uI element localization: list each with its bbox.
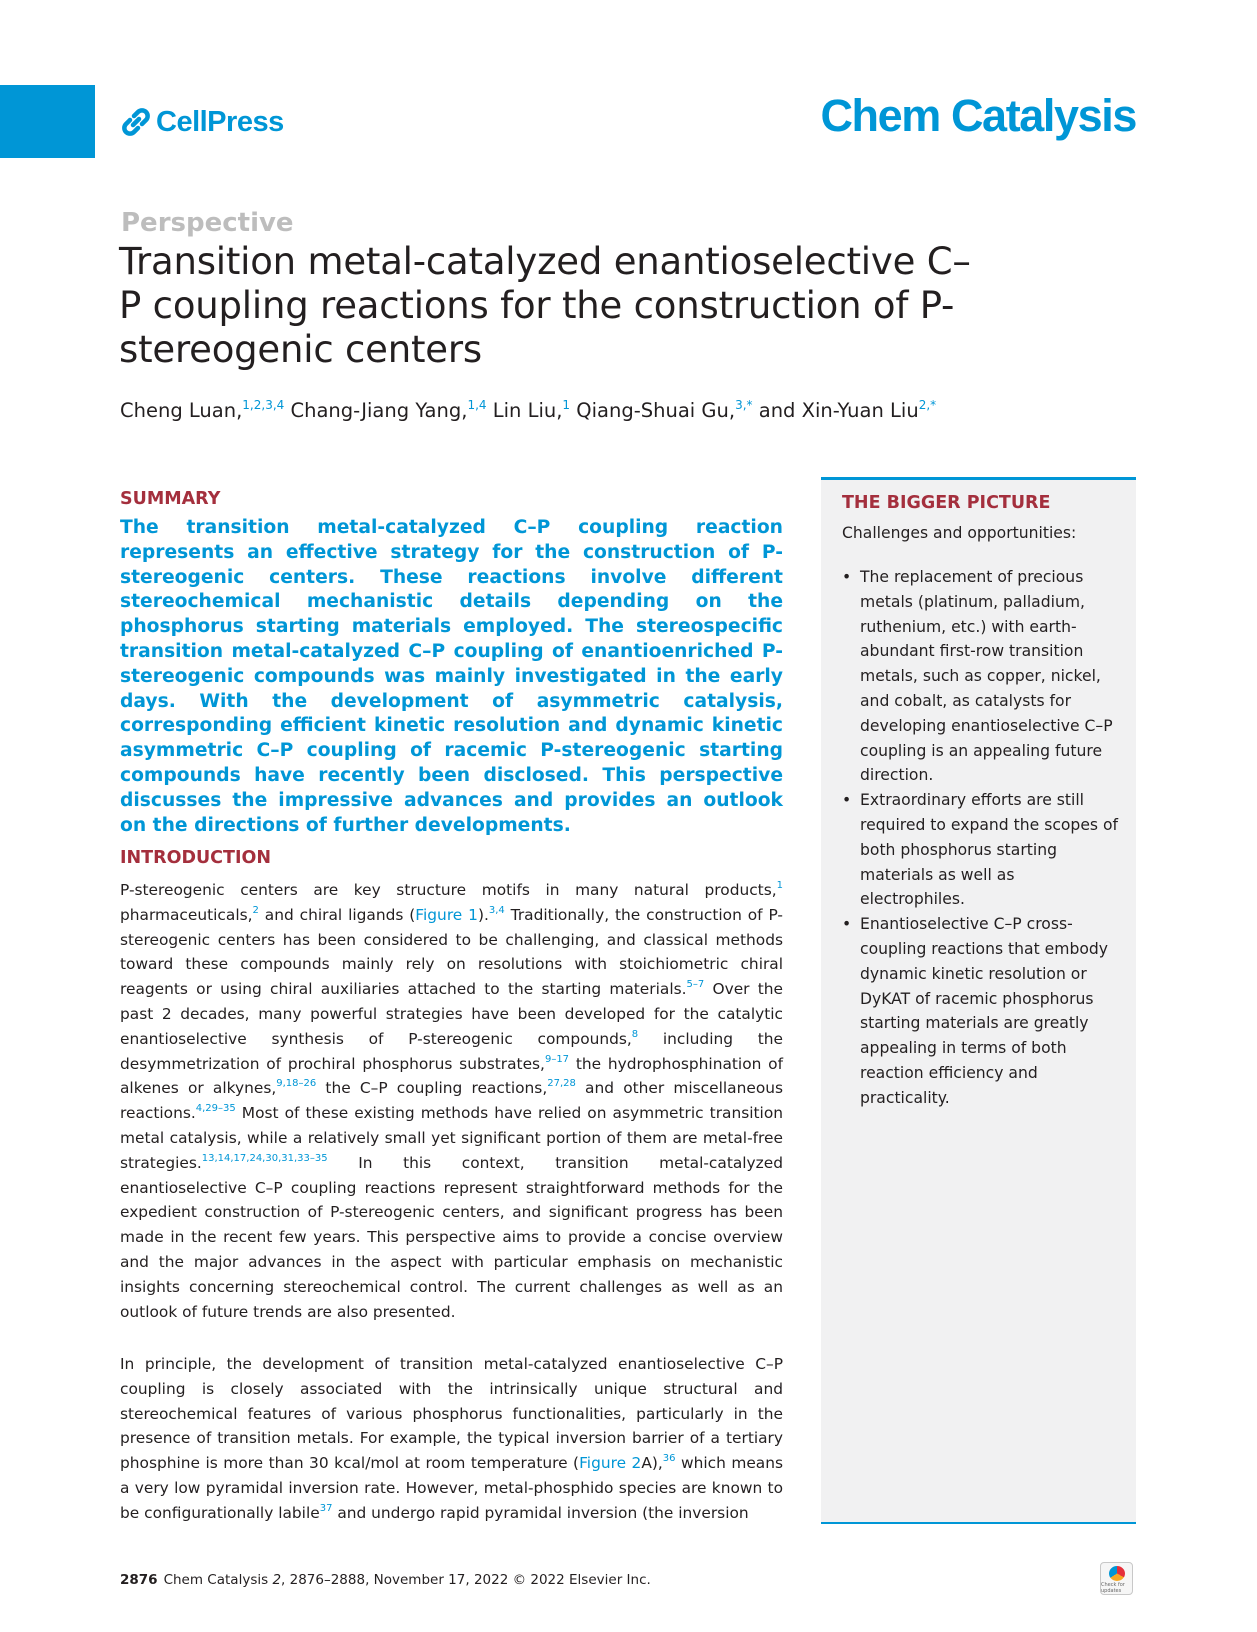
introduction-heading: INTRODUCTION <box>120 848 271 868</box>
publisher-logo[interactable] <box>121 104 284 140</box>
author-name: Qiang-Shuai Gu, <box>576 399 736 422</box>
article-title: Transition metal-catalyzed enantioselective C–P coupling reactions for the construction of P-stereogenic centers <box>119 240 971 371</box>
page-footer <box>120 1572 651 1588</box>
publisher-name: CellPress <box>156 105 284 138</box>
list-item: • Enantioselective C–P cross-coupling reactions that embody dynamic kinetic resolution or DyKAT of racemic phosphorus starting materials are greatly appealing in terms of both reaction efficiency and practicality. <box>842 912 1122 1110</box>
reference-link[interactable]: 2 <box>252 904 259 916</box>
author-affiliation[interactable]: 1,2,3,4 <box>242 398 285 412</box>
reference-link[interactable]: 13,14,17,24,30,31,33–35 <box>201 1152 328 1164</box>
author-name: Chang-Jiang Yang, <box>290 399 468 422</box>
reference-link[interactable]: 1 <box>776 880 783 891</box>
article-type: Perspective <box>121 208 294 238</box>
author-affiliation[interactable]: 3,* <box>735 398 753 412</box>
bigger-picture-box <box>821 477 1136 1524</box>
reference-link[interactable]: 9–17 <box>544 1053 570 1065</box>
author-affiliation[interactable]: 2,* <box>918 398 937 412</box>
author-name: and Xin-Yuan Liu <box>758 399 919 422</box>
figure-2-link[interactable]: Figure 2 <box>579 1454 642 1473</box>
list-item: • The replacement of precious metals (platinum, palladium, ruthenium, etc.) with earth-abundant first-row transition metals, such as copper, nickel, and cobalt, as catalysts for developing enantioselective C–P coupling is an appealing future direction. <box>842 565 1122 788</box>
check-for-updates-button[interactable] <box>1100 1562 1133 1595</box>
reference-link[interactable]: 37 <box>319 1502 333 1514</box>
intro-paragraph-1: P-stereogenic centers are key structure motifs in many natural products,$^1$ pharmaceuticals,$^2$ and chiral ligands (Figure 1).$^{3,4}$ Traditionally, the construction of P-stereogenic centers has been considered to be challenging, and classical methods toward these compounds mainly rely on resolutions with stoichiometric chiral reagents or using chiral auxiliaries attached to the starting materials.$^{5-7}$ Over the past 2 decades, many powerful strategies have been developed for the catalytic enantioselective synthesis of P-stereogenic compounds,$^8$ including the desymmetrization of prochiral phosphorus substrates,$^{9-17}$ the hydrophosphination of alkenes or alkynes,$^{9,18-26}$ the C–P coupling reactions,$^{27,28}$ and other miscellaneous reactions.$^{4,29-35}$ Most of these existing methods have relied on asymmetric transition metal catalysis, while a relatively small yet significant portion of them are metal-free strategies.$^{13,14,17,24,30,31,33-35}$ In this context, transition metal-catalyzed enantioselective C–P coupling reactions represent straightforward methods for the expedient construction of P-stereogenic centers, and significant progress has been made in the recent few years. This perspective aims to provide a concise overview and the major advances in the aspect with particular emphasis on mechanistic insights concerning stereochemical control. The current challenges as well as an outlook of future trends are also presented. <box>120 880 784 1321</box>
author-affiliation[interactable]: 1,4 <box>467 398 487 412</box>
check-for-updates-icon <box>1109 1566 1125 1581</box>
summary-text: The transition metal-catalyzed C–P coupling reaction represents an effective strategy for the construction of P-stereogenic centers. These reactions involve different stereochemical mechanistic details depending on the phosphorus starting materials employed. The stereospecific transition metal-catalyzed C–P coupling of enantioenriched P-stereogenic compounds was mainly investigated in the early days. With the development of asymmetric catalysis, corresponding efficient kinetic resolution and dynamic kinetic asymmetric C–P coupling of racemic P-stereogenic starting compounds have recently been disclosed. This perspective discusses the impressive advances and provides an outlook on the directions of further developments. <box>120 517 783 836</box>
bigger-picture-list <box>842 565 1122 1111</box>
reference-link[interactable]: 4,29–35 <box>195 1103 236 1115</box>
journal-title[interactable]: Chem Catalysis <box>820 90 1136 141</box>
reference-link[interactable]: 36 <box>662 1453 676 1465</box>
footer-citation: , 2876–2888, November 17, 2022 © 2022 Elsevier Inc. <box>281 1572 651 1588</box>
reference-link[interactable]: 8 <box>631 1028 639 1040</box>
intro-paragraph-2: In principle, the development of transition metal-catalyzed enantioselective C–P coupling is closely associated with the intrinsically unique structural and stereochemical features of various phosphorus functionalities, particularly in the presence of transition metals. For example, the typical inversion barrier of a tertiary phosphine is more than 30 kcal/mol at room temperature (Figure 2A),$^{36}$ which means a very low pyramidal inversion rate. However, metal-phosphido species are known to be configurationally labile$^{37}$ and undergo rapid pyramidal inversion (the inversion <box>120 1355 783 1522</box>
footer-volume: 2 <box>272 1572 282 1588</box>
cellpress-link-icon <box>121 107 151 137</box>
bigger-picture-subheading: Challenges and opportunities: <box>842 524 1077 542</box>
figure-1-link[interactable]: Figure 1 <box>415 905 478 924</box>
footer-journal: Chem Catalysis <box>163 1572 269 1588</box>
brand-color-block <box>0 85 95 158</box>
author-name: Lin Liu, <box>492 399 563 422</box>
check-for-updates-label: Check for updates <box>1101 1582 1125 1594</box>
reference-link[interactable]: 5–7 <box>686 979 705 991</box>
author-name: Cheng Luan, <box>120 399 243 422</box>
list-item: • Extraordinary efforts are still required to expand the scopes of both phosphorus starting materials as well as electrophiles. <box>842 788 1122 912</box>
reference-link[interactable]: 3,4 <box>488 904 505 916</box>
author-list <box>120 398 936 422</box>
reference-link[interactable]: 9,18–26 <box>276 1078 317 1090</box>
summary-heading: SUMMARY <box>120 489 221 509</box>
page-number: 2876 <box>120 1572 158 1588</box>
bigger-picture-heading: THE BIGGER PICTURE <box>842 493 1051 513</box>
reference-link[interactable]: 27,28 <box>547 1078 576 1090</box>
author-affiliation[interactable]: 1 <box>562 398 571 412</box>
